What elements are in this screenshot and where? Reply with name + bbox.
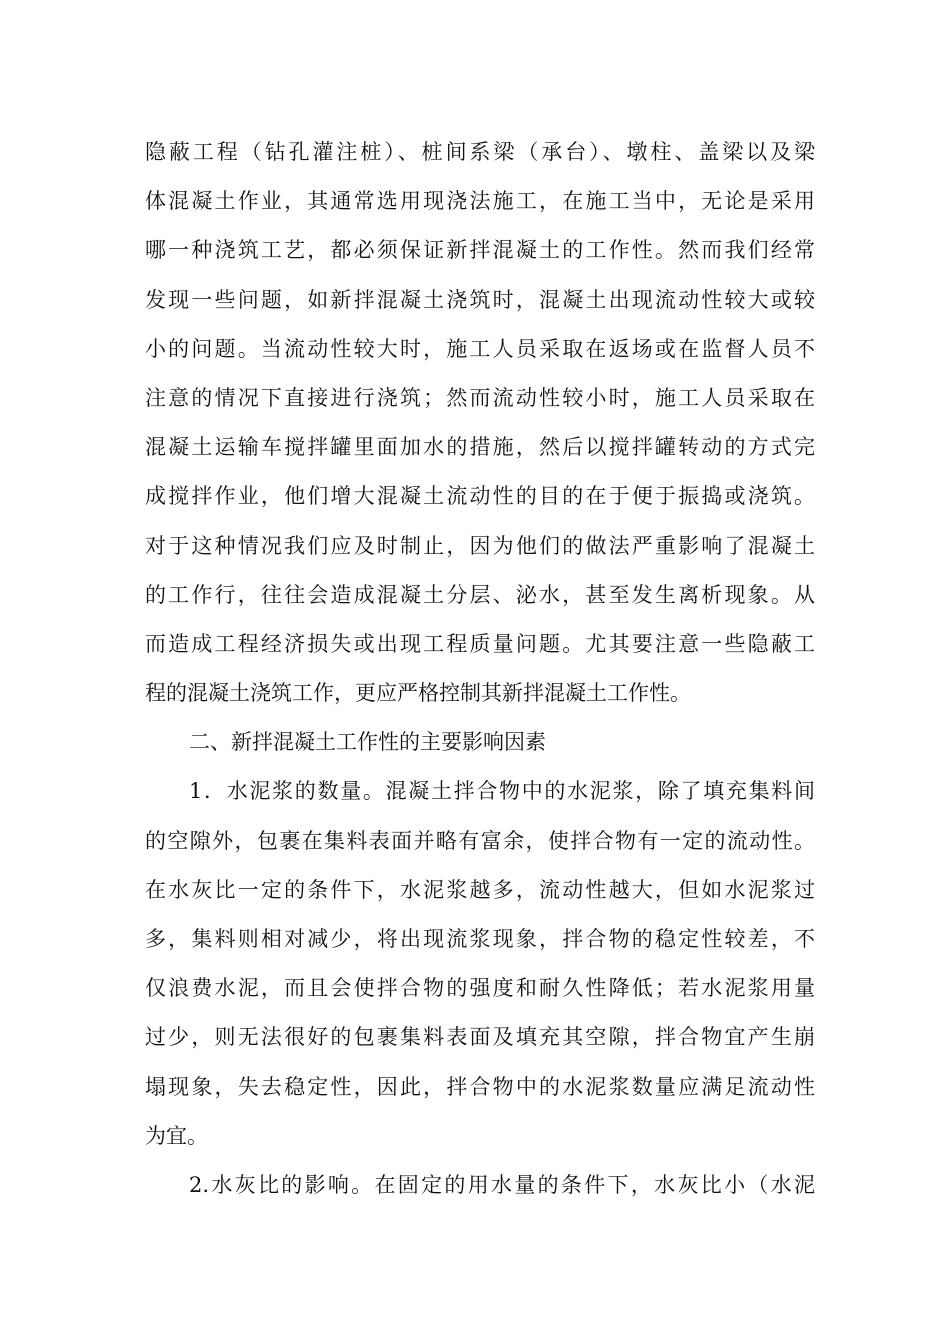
text-line: 隐蔽工程（钻孔灌注桩）、桩间系梁（承台）、墩柱、盖梁以及梁	[145, 140, 815, 164]
body-text	[145, 128, 815, 1210]
text-line: 混凝土运输车搅拌罐里面加水的措施，然后以搅拌罐转动的方式完	[145, 435, 815, 460]
text-line: 2.水灰比的影响。在固定的用水量的条件下，水灰比小（水泥	[189, 1172, 815, 1197]
text-line: 在水灰比一定的条件下，水泥浆越多，流动性越大，但如水泥浆过	[145, 877, 815, 902]
section-heading: 二、新拌混凝土工作性的主要影响因素	[189, 730, 546, 755]
text-line: 程的混凝土浇筑工作，更应严格控制其新拌混凝土工作性。	[145, 681, 691, 706]
text-line: 多，集料则相对减少，将出现流浆现象，拌合物的稳定性较差，不	[145, 927, 815, 951]
text-line: 哪一种浇筑工艺，都必须保证新拌混凝土的工作性。然而我们经常	[145, 238, 815, 263]
text-line: 为宜。	[145, 1123, 208, 1148]
text-line: 对于这种情况我们应及时制止，因为他们的做法严重影响了混凝土	[145, 533, 815, 558]
text-line: 而造成工程经济损失或出现工程质量问题。尤其要注意一些隐蔽工	[145, 631, 815, 656]
text-line: 塌现象，失去稳定性，因此，拌合物中的水泥浆数量应满足流动性	[145, 1074, 815, 1099]
text-line: 体混凝土作业，其通常选用现浇法施工，在施工当中，无论是采用	[145, 189, 815, 214]
text-line: 成搅拌作业，他们增大混凝土流动性的目的在于便于振捣或浇筑。	[145, 484, 815, 509]
text-line: 的工作行，往往会造成混凝土分层、泌水，甚至发生离析现象。从	[145, 582, 815, 607]
text-line: 小的问题。当流动性较大时，施工人员采取在返场或在监督人员不	[145, 336, 815, 361]
text-line: 发现一些问题，如新拌混凝土浇筑时，混凝土出现流动性较大或较	[145, 287, 815, 312]
text-line: 1．水泥浆的数量。混凝土拌合物中的水泥浆，除了填充集料间	[189, 779, 815, 804]
text-line: 仅浪费水泥，而且会使拌合物的强度和耐久性降低；若水泥浆用量	[145, 976, 815, 1001]
text-line: 过少，则无法很好的包裹集料表面及填充其空隙，拌合物宜产生崩	[145, 1025, 815, 1050]
text-line: 的空隙外，包裹在集料表面并略有富余，使拌合物有一定的流动性。	[145, 828, 815, 853]
text-line: 注意的情况下直接进行浇筑；然而流动性较小时，施工人员采取在	[145, 385, 815, 410]
